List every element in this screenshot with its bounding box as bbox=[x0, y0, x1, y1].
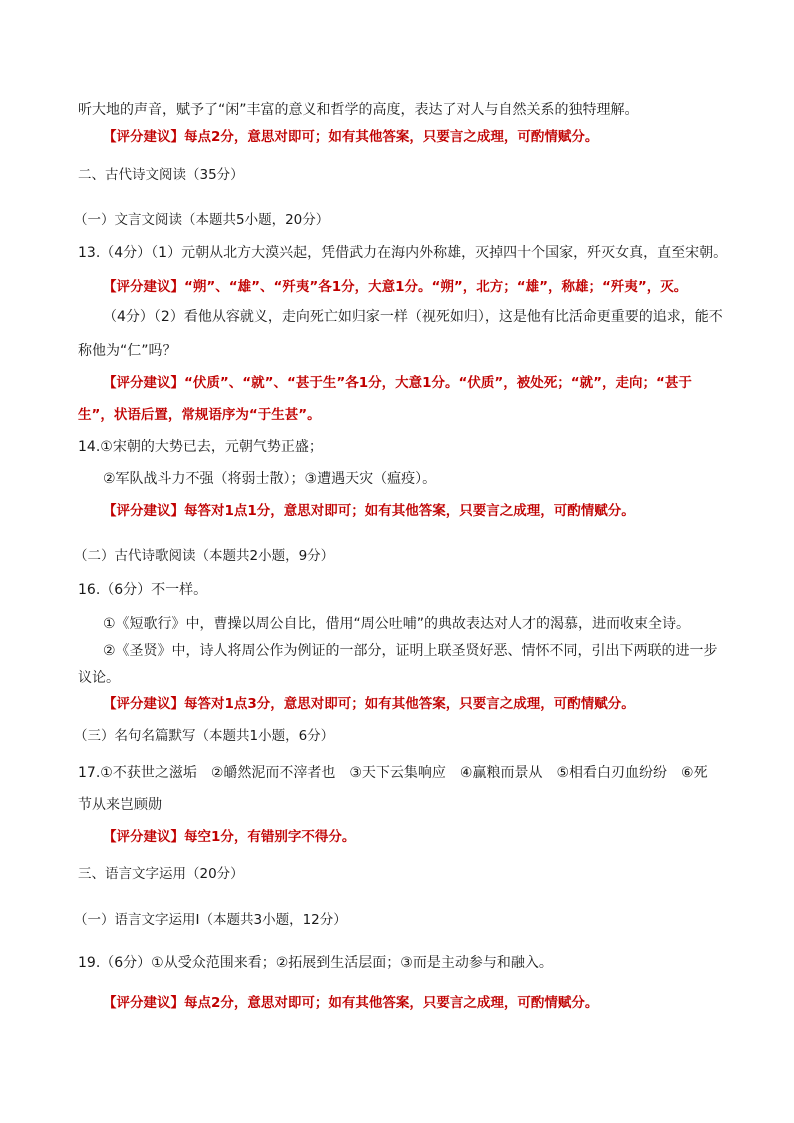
q16-point-2-cont: 议论。 bbox=[78, 670, 120, 686]
intro-scoring-note: 【评分建议】每点2分，意思对即可；如有其他答案，只要言之成理，可酌情赋分。 bbox=[103, 129, 599, 145]
q16-answer: 16.（6分）不一样。 bbox=[78, 582, 208, 598]
subsection-dictation-title: （三）名句名篇默写（本题共1小题，6分） bbox=[74, 728, 335, 744]
q14-answer-1: 14.①宋朝的大势已去，元朝气势正盛； bbox=[78, 439, 323, 455]
section-3-title: 三、语言文字运用（20分） bbox=[78, 866, 244, 882]
q16-point-1: ①《短歌行》中，曹操以周公自比，借用“周公吐哺”的典故表达对人才的渴慕，进而收束全诗。 bbox=[103, 616, 691, 632]
q17-answer-2: 节从来岂顾勋 bbox=[78, 797, 162, 813]
q13-scoring-note-1: 【评分建议】“朔”、“雄”、“歼夷”各1分，大意1分。“朔”，北方；“雄”，称雄；“歼夷”，灭。 bbox=[103, 279, 688, 295]
q16-point-2: ②《圣贤》中，诗人将周公作为例证的一部分，证明上联圣贤好恶、情怀不同，引出下两联的进一步 bbox=[103, 643, 718, 659]
q14-scoring-note: 【评分建议】每答对1点1分，意思对即可；如有其他答案，只要言之成理，可酌情赋分。 bbox=[103, 503, 635, 519]
q17-scoring-note: 【评分建议】每空1分，有错别字不得分。 bbox=[103, 829, 356, 845]
subsection-classical-prose-title: （一）文言文阅读（本题共5小题，20分） bbox=[74, 212, 330, 228]
q19-scoring-note: 【评分建议】每点2分，意思对即可；如有其他答案，只要言之成理，可酌情赋分。 bbox=[103, 995, 599, 1011]
subsection-poetry-title: （二）古代诗歌阅读（本题共2小题，9分） bbox=[74, 548, 335, 564]
q17-answer-1: 17.①不获世之滋垢 ②皭然泥而不滓者也 ③天下云集响应 ④赢粮而景从 ⑤相看白刃血纷纷 ⑥死 bbox=[78, 765, 708, 781]
q19-answer: 19.（6分）①从受众范围来看；②拓展到生活层面；③而是主动参与和融入。 bbox=[78, 955, 553, 971]
q13-answer-1: 13.（4分）（1）元朝从北方大漠兴起，凭借武力在海内外称雄，灭掉四十个国家，歼灭女真，直至宋朝。 bbox=[78, 245, 728, 261]
q13-answer-2-cont: 称他为“仁”吗？ bbox=[78, 343, 177, 359]
q13-scoring-note-2: 【评分建议】“伏质”、“就”、“甚于生”各1分，大意1分。“伏质”，被处死；“就”，走向；“甚于 bbox=[103, 375, 692, 391]
subsection-language-use-title: （一）语言文字运用Ⅰ（本题共3小题，12分） bbox=[74, 912, 347, 928]
section-2-title: 二、古代诗文阅读（35分） bbox=[78, 167, 244, 183]
q14-answer-2: ②军队战斗力不强（将弱士散）；③遭遇天灾（瘟疫）。 bbox=[103, 471, 437, 487]
q13-scoring-note-2-cont: 生”，状语后置，常规语序为“于生甚”。 bbox=[78, 407, 321, 423]
q16-scoring-note: 【评分建议】每答对1点3分，意思对即可；如有其他答案，只要言之成理，可酌情赋分。 bbox=[103, 696, 635, 712]
intro-line: 听大地的声音，赋予了“闲”丰富的意义和哲学的高度，表达了对人与自然关系的独特理解。 bbox=[78, 102, 639, 118]
q13-answer-2: （4分）（2）看他从容就义，走向死亡如归家一样（视死如归），这是他有比活命更重要的追求，能不 bbox=[103, 309, 723, 325]
